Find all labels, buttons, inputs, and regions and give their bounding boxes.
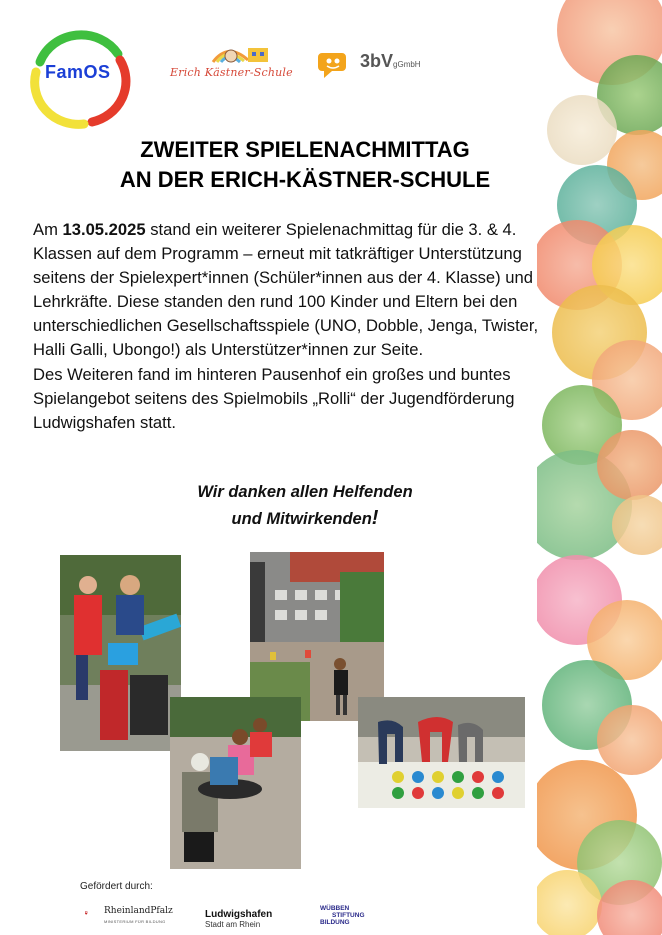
ludwigshafen-logo-title: Ludwigshafen bbox=[205, 909, 273, 920]
thanks-line-2: und Mitwirkenden! bbox=[231, 507, 379, 529]
event-date: 13.05.2025 bbox=[62, 220, 146, 239]
rlp-logo-text: RheinlandPfalz bbox=[104, 906, 173, 916]
funded-by-label: Gefördert durch: bbox=[80, 881, 153, 892]
rlp-coat-of-arms-icon bbox=[85, 903, 101, 923]
wuebben-stiftung-logo: WÜBBEN STIFTUNG BILDUNG bbox=[320, 905, 365, 926]
title-line-2: AN DER ERICH-KÄSTNER-SCHULE bbox=[119, 167, 491, 192]
photo-twister bbox=[358, 697, 525, 808]
rlp-logo-subtext: MINISTERIUM FÜR BILDUNG bbox=[104, 919, 166, 924]
ludwigshafen-logo-subtitle: Stadt am Rhein bbox=[205, 920, 261, 929]
page-title bbox=[40, 135, 570, 195]
photo-schoolyard bbox=[250, 552, 384, 721]
famos-logo-text: FamOS bbox=[45, 62, 111, 82]
photo-rolli-ride bbox=[170, 697, 301, 869]
speech-bubble-icon bbox=[318, 47, 352, 81]
body-paragraph-2: Des Weiteren fand im hinteren Pausenhof ein großes und buntes Spielangebot seitens des Spielmobils „Rolli“ der Jugendförderung Ludwigshafen statt. bbox=[33, 364, 515, 432]
thanks-line-1: Wir danken allen Helfenden bbox=[197, 483, 413, 501]
school-logo-text: Erich Kästner-Schule bbox=[170, 66, 293, 79]
bv-logo-text: 3bVgGmbH bbox=[360, 51, 421, 71]
body-paragraph-1: Am 13.05.2025 stand ein weiterer Spielenachmittag für die 3. & 4. Klassen auf dem Programm – erneut mit tatkräftiger Unterstützung seitens der Spielexpert*innen (Schüler*innen aus der 4. Klasse) und Lehrkräfte. Diese standen den rund 100 Kinder und Eltern bei den unterschiedlichen Gesellschaftsspiele (UNO, Dobble, Jenga, Twister, Halli Galli, Ubongo!) als Unterstützer*innen zur Seite. bbox=[33, 220, 539, 360]
thanks-message bbox=[140, 479, 470, 532]
photo-kids-marble-run bbox=[60, 555, 181, 751]
bv-logo-sub: gGmbH bbox=[393, 60, 421, 69]
title-line-1: ZWEITER SPIELENACHMITTAG bbox=[140, 137, 470, 162]
body-text bbox=[33, 218, 561, 435]
